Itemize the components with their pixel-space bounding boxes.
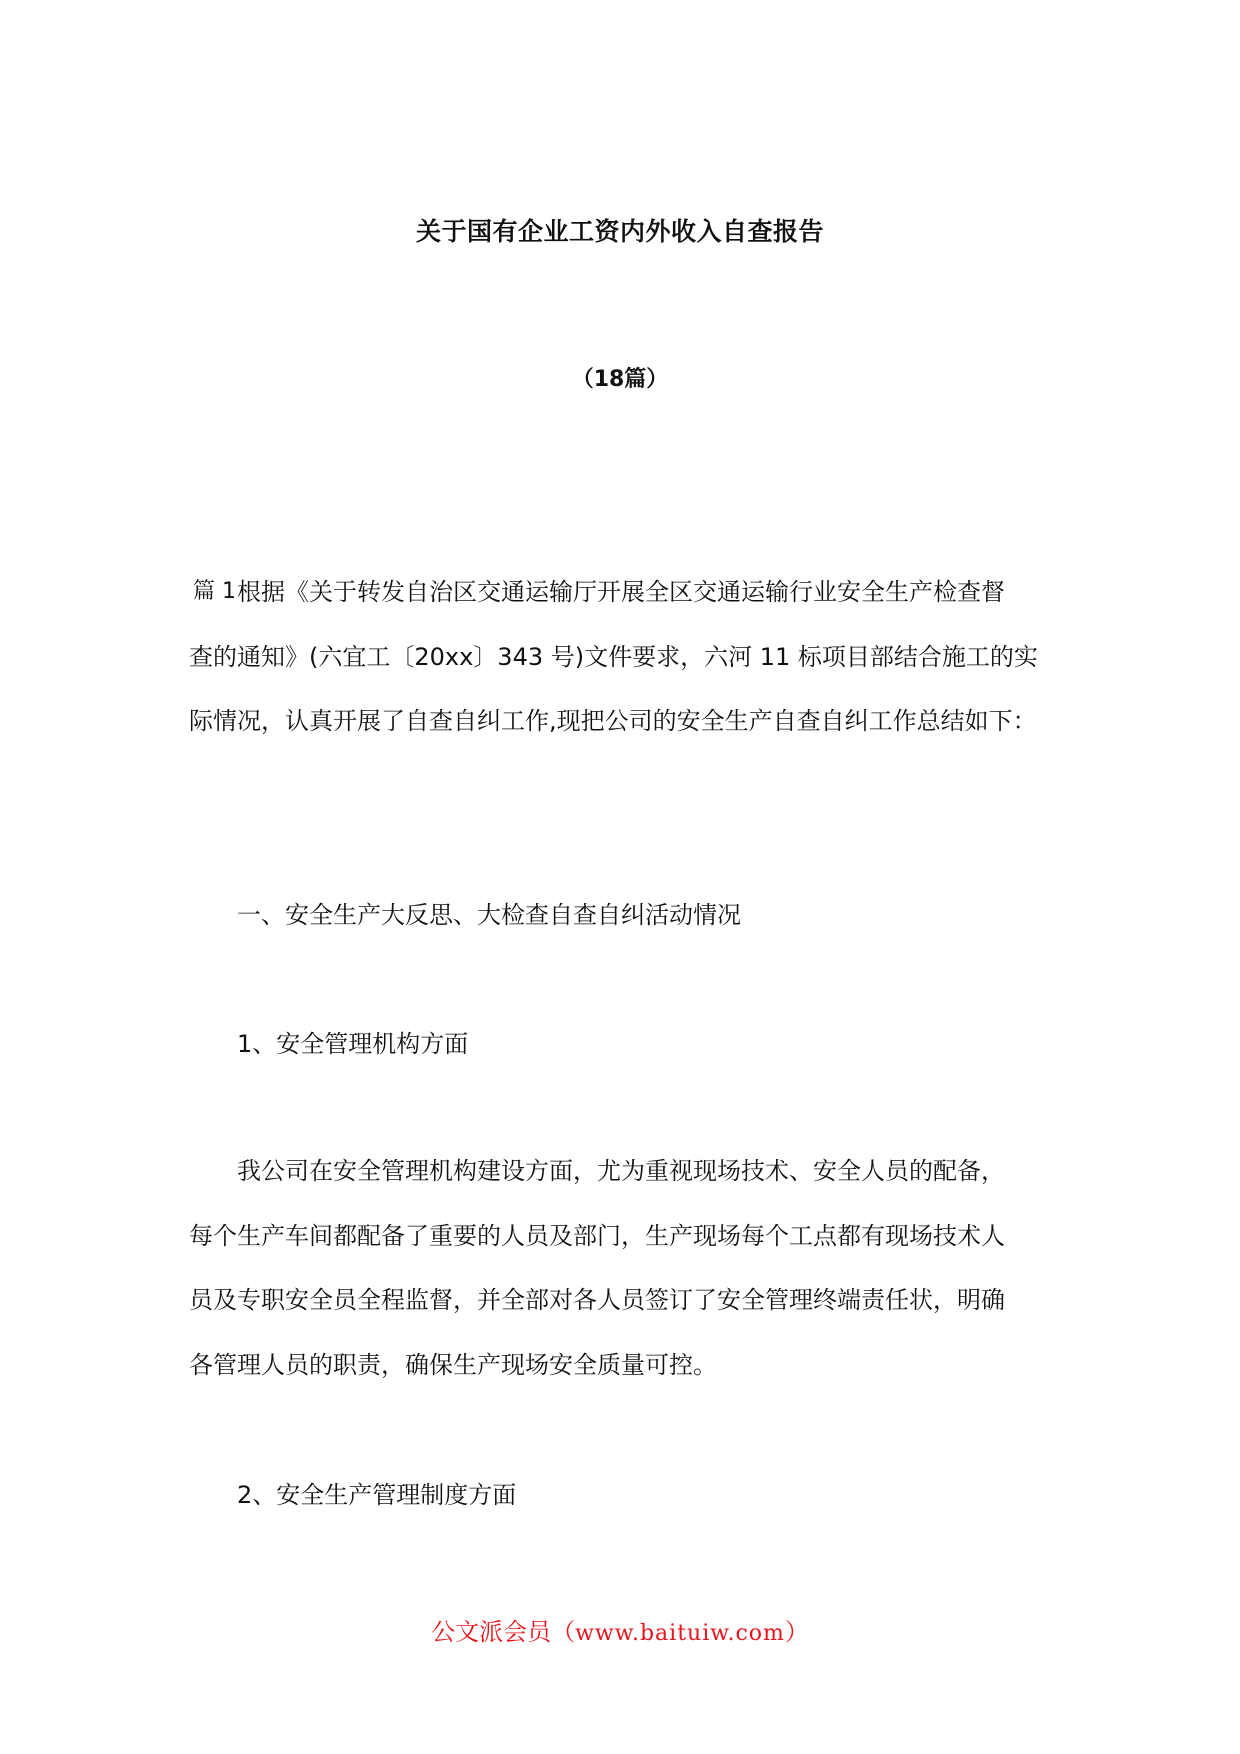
paragraph-line: 我公司在安全管理机构建设方面，尤为重视现场技术、安全人员的配备， [237,1157,1005,1185]
footer-url[interactable]: www.baituiw.com [575,1621,785,1646]
body-paragraph [189,1139,1059,1397]
footer-watermark [0,1612,1240,1647]
paragraph-line: 每个生产车间都配备了重要的人员及部门，生产现场每个工点都有现场技术人 [189,1221,1005,1250]
section-label: 篇 1 [193,579,236,604]
footer-close: ） [784,1618,809,1646]
paragraph-line: 各管理人员的职责，确保生产现场安全质量可控。 [189,1350,717,1379]
paragraph-line: 根据《关于转发自治区交通运输厅开展全区交通运输行业安全生产检查督 [237,578,1005,606]
paragraph-line: 查的通知》(六宜工〔20xx〕343 号)文件要求，六河 11 标项目部结合施工的实 [189,642,1038,671]
subsection-heading: 1、安全管理机构方面 [237,1030,469,1058]
section-heading: 一、安全生产大反思、大检查自查自纠活动情况 [237,901,741,929]
intro-paragraph [189,560,1059,754]
paragraph-line: 际情况，认真开展了自查自纠工作,现把公司的安全生产自查自纠工作总结如下： [189,707,1037,735]
footer-brand: 公文派会员（ [431,1618,576,1646]
document-subtitle: （18篇） [571,367,669,392]
subsection-heading: 2、安全生产管理制度方面 [237,1481,517,1509]
document-title: 关于国有企业工资内外收入自查报告 [415,217,824,246]
paragraph-line: 员及专职安全员全程监督，并全部对各人员签订了安全管理终端责任状，明确 [189,1286,1005,1314]
